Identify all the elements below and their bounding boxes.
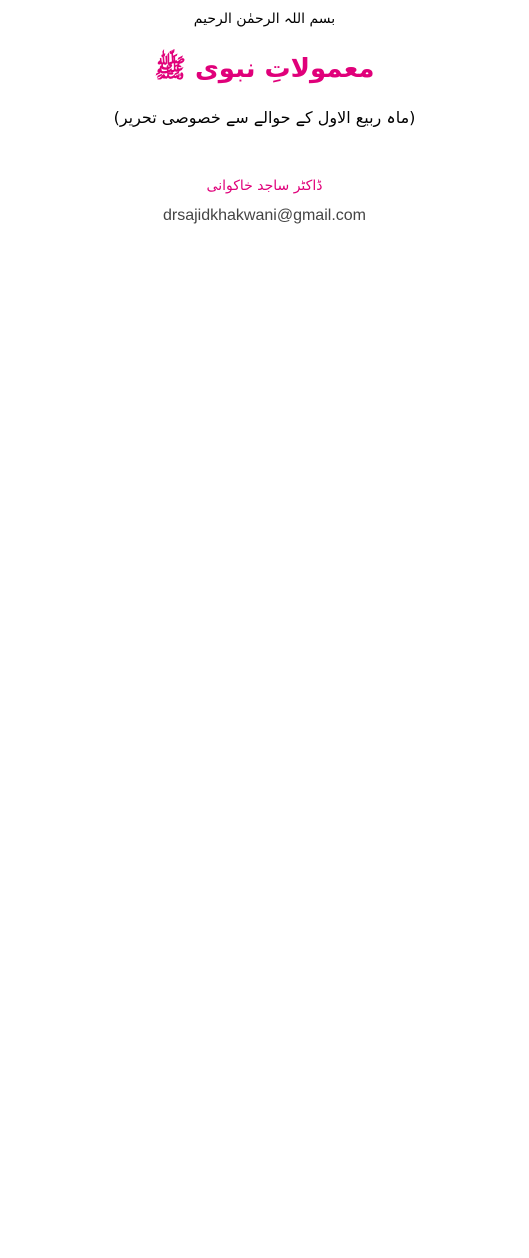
author-name: ڈاکٹر ساجد خاکوانی <box>206 178 323 194</box>
page-title: معمولاتِ نبوی ﷺ <box>154 54 375 84</box>
page-subtitle: (ماہ ربیع الاول کے حوالے سے خصوصی تحریر) <box>113 108 416 127</box>
bismillah-heading: بسم اللہ الرحمٰن الرحیم <box>193 11 336 27</box>
author-email: drsajidkhakwani@gmail.com <box>163 207 366 224</box>
